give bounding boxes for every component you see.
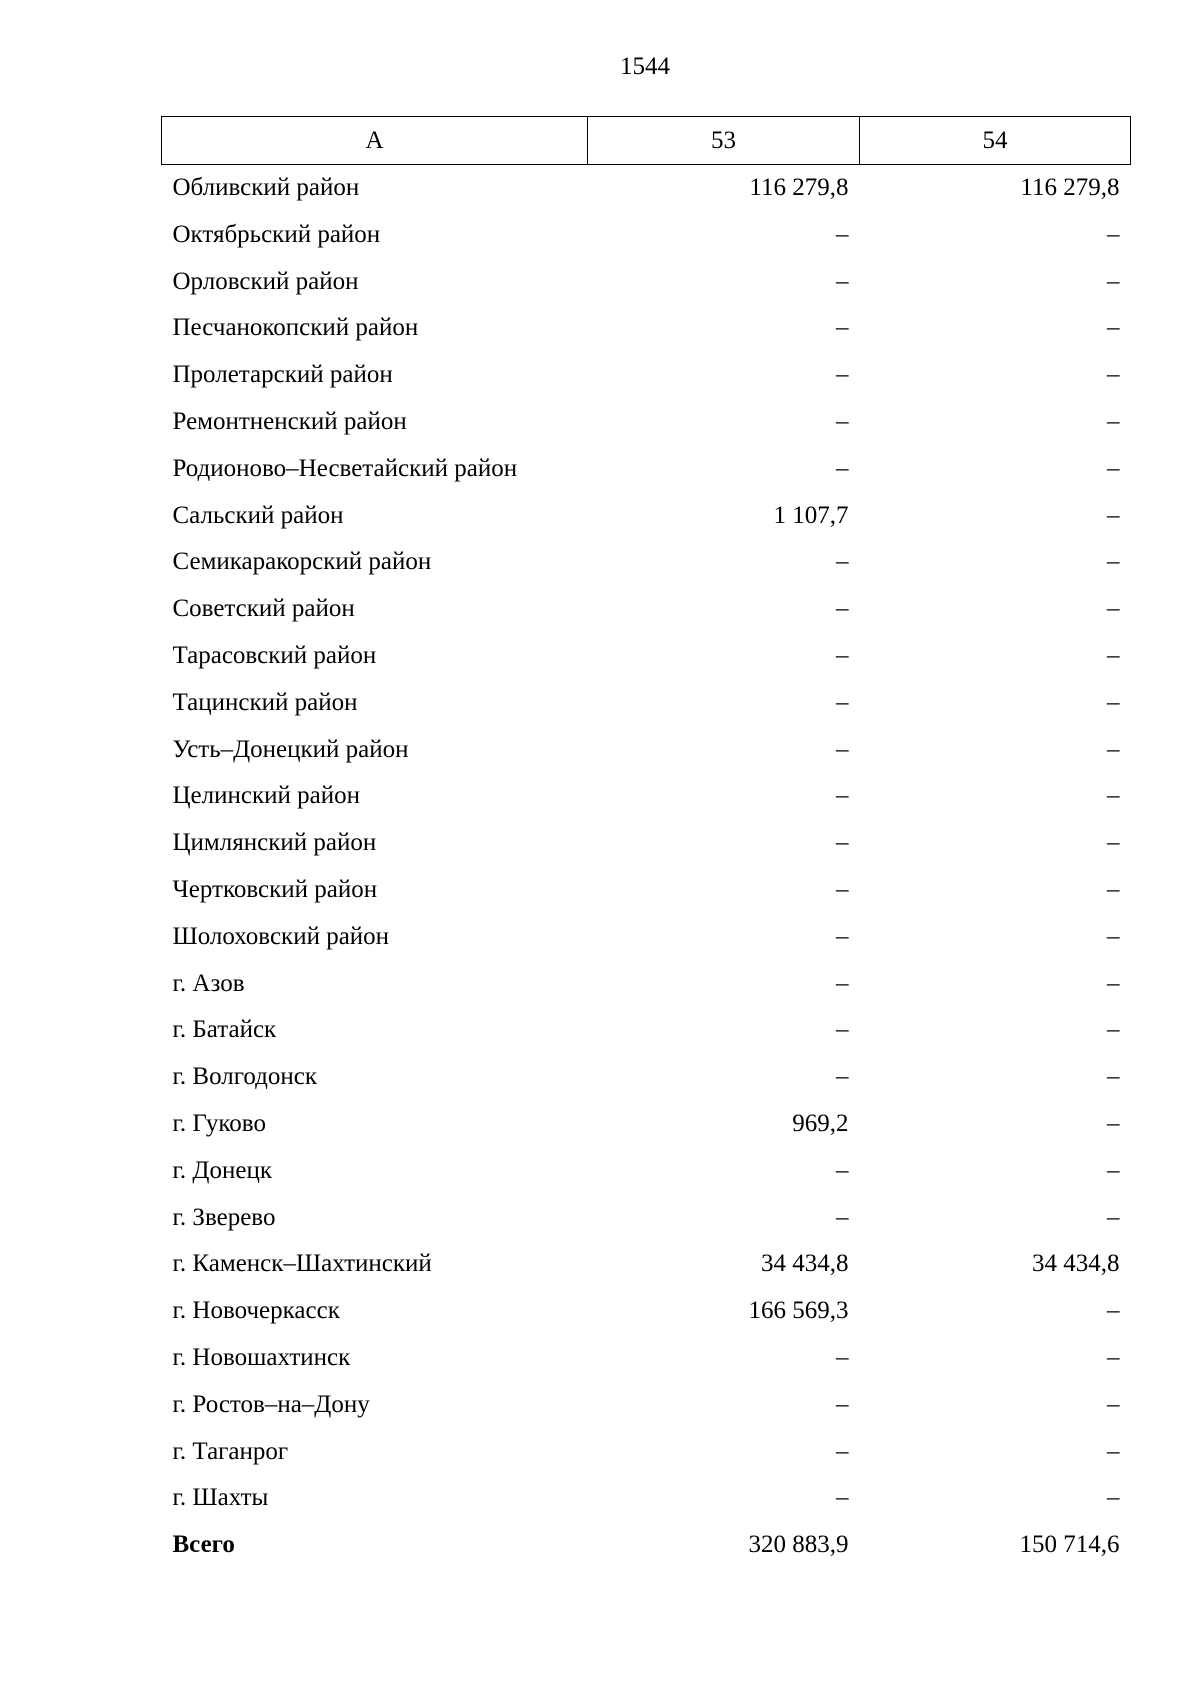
value-54: 150 714,6 xyxy=(1019,1531,1120,1559)
value-53: – xyxy=(836,735,849,763)
value-54: – xyxy=(1107,501,1120,529)
value-53: – xyxy=(836,1063,849,1091)
value-53: 166 569,3 xyxy=(748,1297,849,1325)
table-row xyxy=(162,305,1131,352)
value-53: 116 279,8 xyxy=(749,174,849,201)
row-name: г. Волгодонск xyxy=(172,1063,318,1091)
value-54: – xyxy=(1107,1437,1120,1465)
row-name: Шолоховский район xyxy=(172,922,390,950)
value-53: – xyxy=(836,688,849,716)
table-row xyxy=(162,446,1131,493)
row-name: г. Азов xyxy=(172,969,245,997)
value-53: 320 883,9 xyxy=(748,1531,849,1559)
row-name: Обливский район xyxy=(172,174,360,201)
row-name: Ремонтненский район xyxy=(172,407,407,435)
value-54: – xyxy=(1107,595,1120,623)
row-name: г. Таганрог xyxy=(172,1437,289,1465)
page-number: 1544 xyxy=(620,53,670,80)
value-53: – xyxy=(836,829,849,857)
header-cell-a: А xyxy=(162,117,588,165)
value-54: – xyxy=(1107,1484,1120,1512)
table-row xyxy=(162,914,1131,961)
value-54: – xyxy=(1107,688,1120,716)
value-54: 116 279,8 xyxy=(1020,174,1120,201)
value-53: 969,2 xyxy=(792,1109,849,1137)
value-53: – xyxy=(836,454,849,482)
table-row xyxy=(162,399,1131,446)
row-name: Пролетарский район xyxy=(172,361,393,389)
table-row xyxy=(162,773,1131,820)
value-54: 34 434,8 xyxy=(1032,1250,1120,1278)
table-row xyxy=(162,1335,1131,1382)
table-row xyxy=(162,1288,1131,1335)
row-name: Тацинский район xyxy=(172,688,358,716)
row-name: Песчанокопский район xyxy=(172,314,419,342)
table-row xyxy=(162,586,1131,633)
table-row xyxy=(162,259,1131,306)
row-name: Всего xyxy=(172,1531,235,1559)
row-name: г. Батайск xyxy=(172,1016,277,1044)
value-54: – xyxy=(1107,267,1120,295)
row-name: Октябрьский район xyxy=(172,220,381,248)
value-54: – xyxy=(1107,220,1120,248)
value-54: – xyxy=(1107,1063,1120,1091)
table-row xyxy=(162,212,1131,259)
value-54: – xyxy=(1107,1343,1120,1371)
table-row xyxy=(162,680,1131,727)
table-row xyxy=(162,1195,1131,1242)
value-53: – xyxy=(836,875,849,903)
value-53: – xyxy=(836,361,849,389)
row-name: Тарасовский район xyxy=(172,641,377,669)
table-row xyxy=(162,539,1131,586)
row-name: г. Шахты xyxy=(172,1484,269,1512)
table-row xyxy=(162,867,1131,914)
table-row xyxy=(162,1382,1131,1429)
value-54: – xyxy=(1107,361,1120,389)
row-name: г. Каменск–Шахтинский xyxy=(172,1250,432,1278)
value-53: – xyxy=(836,641,849,669)
row-name: г. Зверево xyxy=(172,1203,276,1231)
row-name: г. Ростов–на–Дону xyxy=(172,1390,370,1418)
row-name: Сальский район xyxy=(172,501,344,529)
value-53: – xyxy=(836,1343,849,1371)
table-row xyxy=(162,1241,1131,1288)
row-name: г. Новошахтинск xyxy=(172,1343,351,1371)
row-name: Семикаракорский район xyxy=(172,548,432,576)
header-cell-53: 53 xyxy=(588,117,860,165)
row-name: Орловский район xyxy=(172,267,359,295)
row-name: Целинский район xyxy=(172,782,360,810)
value-53: – xyxy=(836,595,849,623)
table-row xyxy=(162,961,1131,1008)
value-53: – xyxy=(836,1016,849,1044)
table-row xyxy=(162,633,1131,680)
value-54: – xyxy=(1107,548,1120,576)
value-54: – xyxy=(1107,1203,1120,1231)
total-row xyxy=(162,1522,1131,1569)
table-row xyxy=(162,493,1131,540)
value-53: – xyxy=(836,1203,849,1231)
value-54: – xyxy=(1107,1109,1120,1137)
value-54: – xyxy=(1107,875,1120,903)
data-table xyxy=(161,116,1131,1569)
row-name: Родионово–Несветайский район xyxy=(172,454,518,482)
value-53: – xyxy=(836,314,849,342)
value-53: – xyxy=(836,548,849,576)
value-53: – xyxy=(836,267,849,295)
value-54: – xyxy=(1107,829,1120,857)
value-54: – xyxy=(1107,1297,1120,1325)
value-53: – xyxy=(836,1437,849,1465)
value-54: – xyxy=(1107,782,1120,810)
value-53: 34 434,8 xyxy=(761,1250,849,1278)
row-name: г. Донецк xyxy=(172,1156,272,1184)
value-54: – xyxy=(1107,735,1120,763)
header-row xyxy=(162,117,1131,165)
value-53: – xyxy=(836,407,849,435)
value-53: – xyxy=(836,1484,849,1512)
row-name: г. Новочеркасск xyxy=(172,1297,340,1325)
value-53: – xyxy=(836,1156,849,1184)
value-53: – xyxy=(836,220,849,248)
table-row xyxy=(162,1148,1131,1195)
row-name: Цимлянский район xyxy=(172,829,377,857)
table-row xyxy=(162,1101,1131,1148)
value-53: – xyxy=(836,922,849,950)
table-row xyxy=(162,727,1131,774)
table-row xyxy=(162,352,1131,399)
value-54: – xyxy=(1107,1390,1120,1418)
value-54: – xyxy=(1107,922,1120,950)
row-name: Усть–Донецкий район xyxy=(172,735,409,763)
value-54: – xyxy=(1107,641,1120,669)
table-row xyxy=(162,165,1131,212)
value-54: – xyxy=(1107,314,1120,342)
table-row xyxy=(162,820,1131,867)
table-row xyxy=(162,1429,1131,1476)
table-row xyxy=(162,1475,1131,1522)
value-54: – xyxy=(1107,1016,1120,1044)
row-name: г. Гуково xyxy=(172,1109,266,1137)
value-54: – xyxy=(1107,1156,1120,1184)
row-name: Чертковский район xyxy=(172,875,378,903)
table-row xyxy=(162,1054,1131,1101)
value-54: – xyxy=(1107,969,1120,997)
value-54: – xyxy=(1107,454,1120,482)
value-53: – xyxy=(836,782,849,810)
table-row xyxy=(162,1007,1131,1054)
header-cell-54: 54 xyxy=(860,117,1131,165)
value-53: – xyxy=(836,1390,849,1418)
row-name: Советский район xyxy=(172,595,355,623)
value-53: – xyxy=(836,969,849,997)
value-54: – xyxy=(1107,407,1120,435)
value-53: 1 107,7 xyxy=(773,501,849,529)
